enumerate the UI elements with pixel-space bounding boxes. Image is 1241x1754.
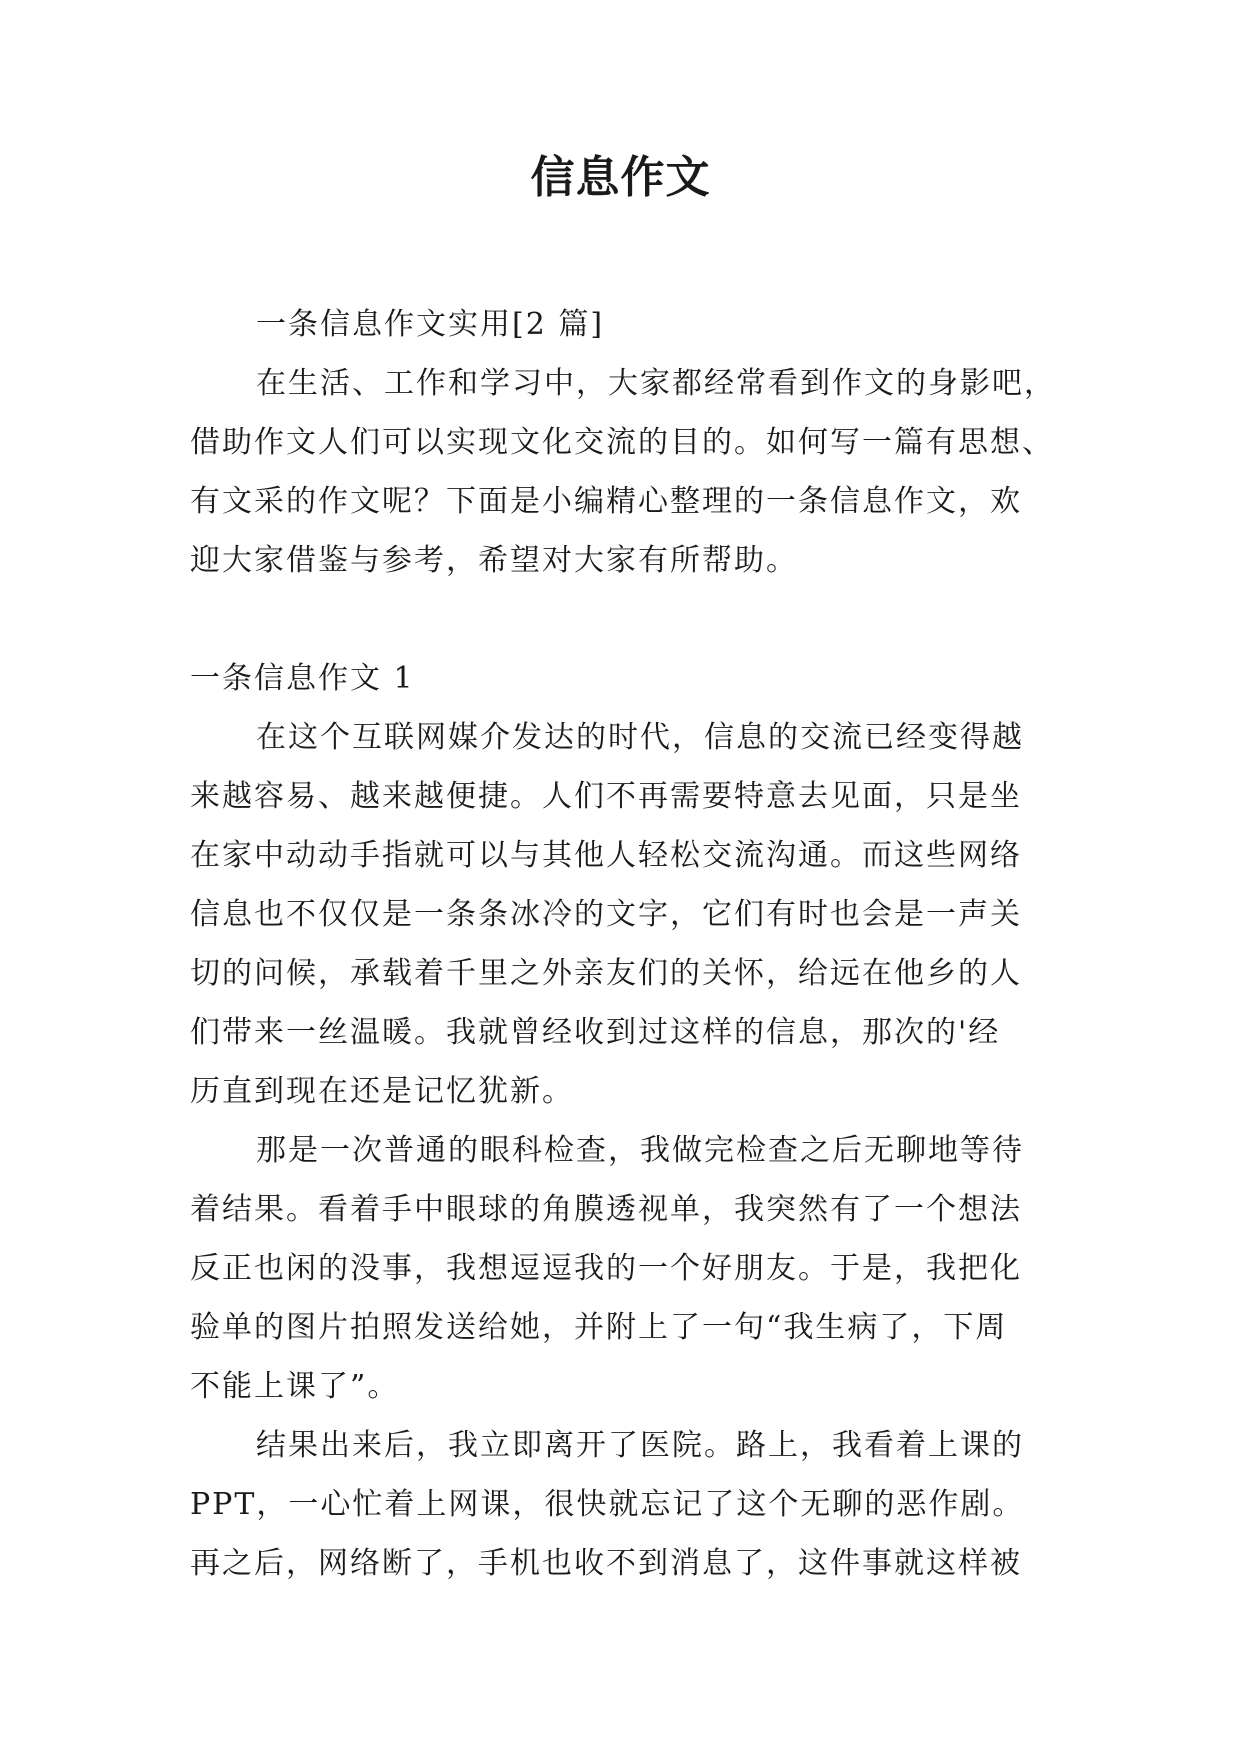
text-line: 历直到现在还是记忆犹新。 [190,1074,574,1109]
text-line: 们带来一丝温暖。我就曾经收到过这样的信息，那次的'经 [190,1015,1001,1050]
text-line: 验单的图片拍照发送给她，并附上了一句“我生病了，下周 [190,1310,1008,1345]
text-line: 切的问候，承载着千里之外亲友们的关怀，给远在他乡的人 [190,956,1022,991]
text-line: 不能上课了”。 [190,1369,400,1404]
section-heading: 一条信息作文 1 [190,661,415,696]
text-line: PPT，一心忙着上网课，很快就忘记了这个无聊的恶作剧。 [190,1487,1025,1522]
text-line: 再之后，网络断了，手机也收不到消息了，这件事就这样被 [190,1546,1022,1581]
text-line: 有文采的作文呢？下面是小编精心整理的一条信息作文，欢 [190,484,1022,519]
text-line: 着结果。看着手中眼球的角膜透视单，我突然有了一个想法 [190,1192,1022,1227]
document-body [190,295,1056,1593]
text-line: 迎大家借鉴与参考，希望对大家有所帮助。 [190,543,798,578]
text-line: 信息也不仅仅是一条条冰冷的文字，它们有时也会是一声关 [190,897,1022,932]
text-line: 结果出来后，我立即离开了医院。路上，我看着上课的 [256,1428,1024,1463]
text-line: 在这个互联网媒介发达的时代，信息的交流已经变得越 [256,720,1024,755]
paragraph-spacer [190,590,1052,649]
text-line: 那是一次普通的眼科检查，我做完检查之后无聊地等待 [256,1133,1024,1168]
text-line: 在生活、工作和学习中，大家都经常看到作文的身影吧， [256,366,1056,401]
text-line: 借助作文人们可以实现文化交流的目的。如何写一篇有思想、 [190,425,1054,460]
paragraph-1 [190,708,1052,1121]
text-line: 反正也闲的没事，我想逗逗我的一个好朋友。于是，我把化 [190,1251,1022,1286]
text-line: 来越容易、越来越便捷。人们不再需要特意去见面，只是坐 [190,779,1022,814]
paragraph-3 [190,1416,1052,1593]
intro-paragraph [190,354,1056,590]
document-title: 信息作文 [530,152,711,203]
document-subtitle: 一条信息作文实用[2 篇] [256,307,605,342]
text-line: 在家中动动手指就可以与其他人轻松交流沟通。而这些网络 [190,838,1022,873]
paragraph-2 [190,1121,1052,1416]
